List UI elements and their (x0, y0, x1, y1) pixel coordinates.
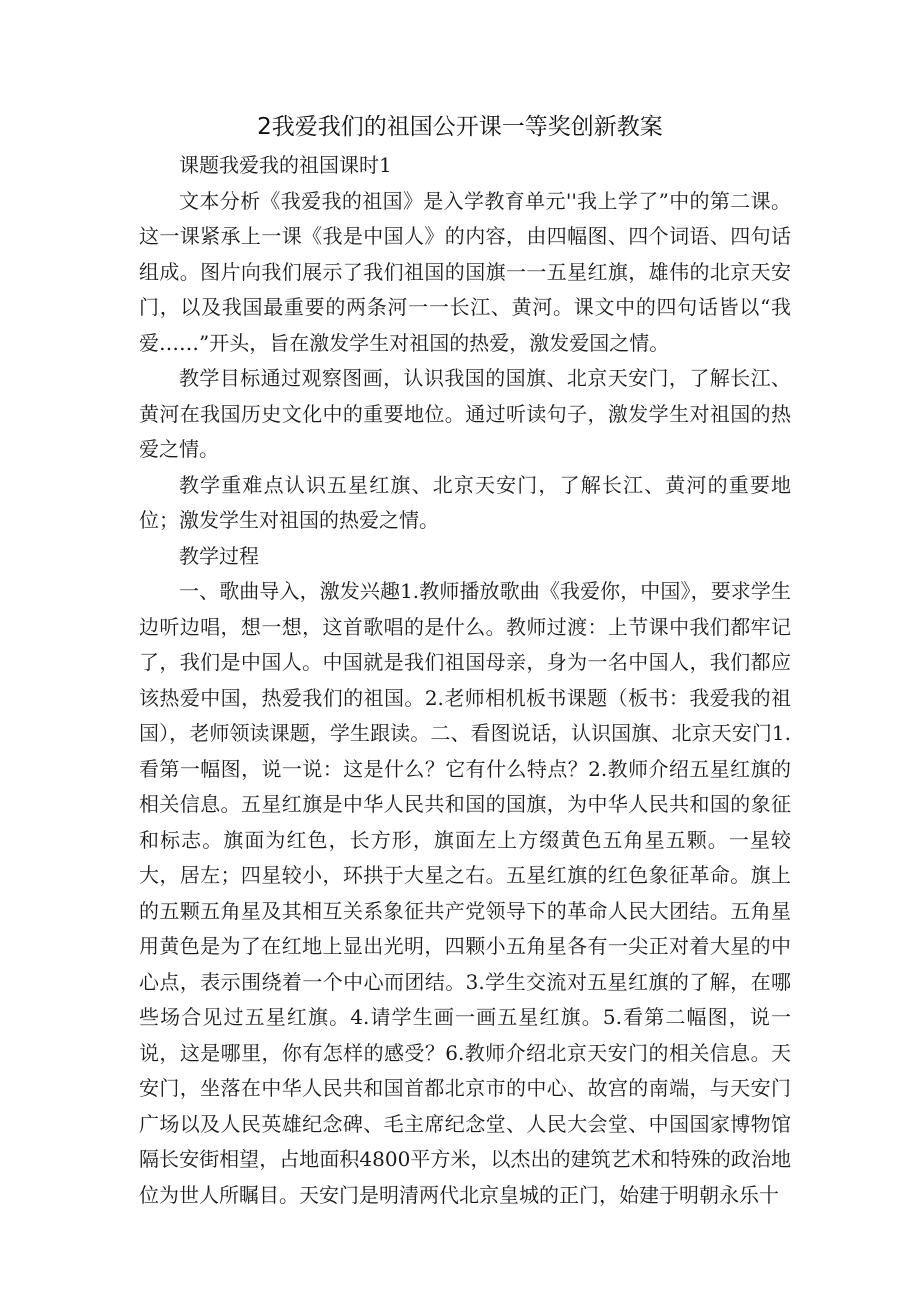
teaching-process-heading: 教学过程 (179, 543, 259, 568)
document-body (139, 148, 791, 1213)
key-points-paragraph: 教学重难点认识五星红旗、北京天安门，了解长江、黄河的重要地位；激发学生对祖国的热爱之情。 (139, 472, 791, 532)
lesson-header-paragraph: 课题我爱我的祖国课时1 (179, 153, 392, 177)
teaching-process-paragraph: 一、歌曲导入，激发兴趣1.教师播放歌曲《我爱你，中国》，要求学生边听边唱，想一想，这首歌唱的是什么。教师过渡：上节课中我们都牢记了，我们是中国人。中国就是我们祖国母亲，身为一名中国人，我们都应该热爱中国，热爱我们的祖国。2.老师相机板书课题（板书：我爱我的祖国），老师领读课题，学生跟读。二、看图说话，认识国旗、北京天安门1.看第一幅图，说一说：这是什么？它有什么特点？2.教师介绍五星红旗的相关信息。五星红旗是中华人民共和国的国旗，为中华人民共和国的象征和标志。旗面为红色，长方形，旗面左上方缀黄色五角星五颗。一星较大，居左；四星较小，环拱于大星之右。五星红旗的红色象征革命。旗上的五颗五角星及其相互关系象征共产党领导下的革命人民大团结。五角星用黄色是为了在红地上显出光明，四颗小五角星各有一尖正对着大星的中心点，表示围绕着一个中心而团结。3.学生交流对五星红旗的了解，在哪些场合见过五星红旗。4.请学生画一画五星红旗。5.看第二幅图，说一说，这是哪里，你有怎样的感受？6.教师介绍北京天安门的相关信息。天安门，坐落在中华人民共和国首都北京市的中心、故宫的南端，与天安门广场以及人民英雄纪念碑、毛主席纪念堂、人民大会堂、中国国家博物馆隔长安街相望，占地面积4800平方米，以杰出的建筑艺术和特殊的政治地位为世人所瞩目。天安门是明清两代北京皇城的正门，始建于明朝永乐十 (139, 579, 791, 1207)
text-analysis-paragraph: 文本分析《我爱我的祖国》是入学教育单元''我上学了”中的第二课。这一课紧承上一课《我是中国人》的内容，由四幅图、四个词语、四句话组成。图片向我们展示了我们祖国的国旗一一五星红旗，雄伟的北京天安门，以及我国最重要的两条河一一长江、黄河。课文中的四句话皆以“我爱……”开头，旨在激发学生对祖国的热爱，激发爱国之情。 (139, 188, 791, 355)
document-title: 2我爱我们的祖国公开课一等奖创新教案 (257, 114, 663, 140)
teaching-goals-paragraph: 教学目标通过观察图画，认识我国的国旗、北京天安门，了解长江、黄河在我国历史文化中的重要地位。通过听读句子，激发学生对祖国的热爱之情。 (139, 366, 791, 461)
